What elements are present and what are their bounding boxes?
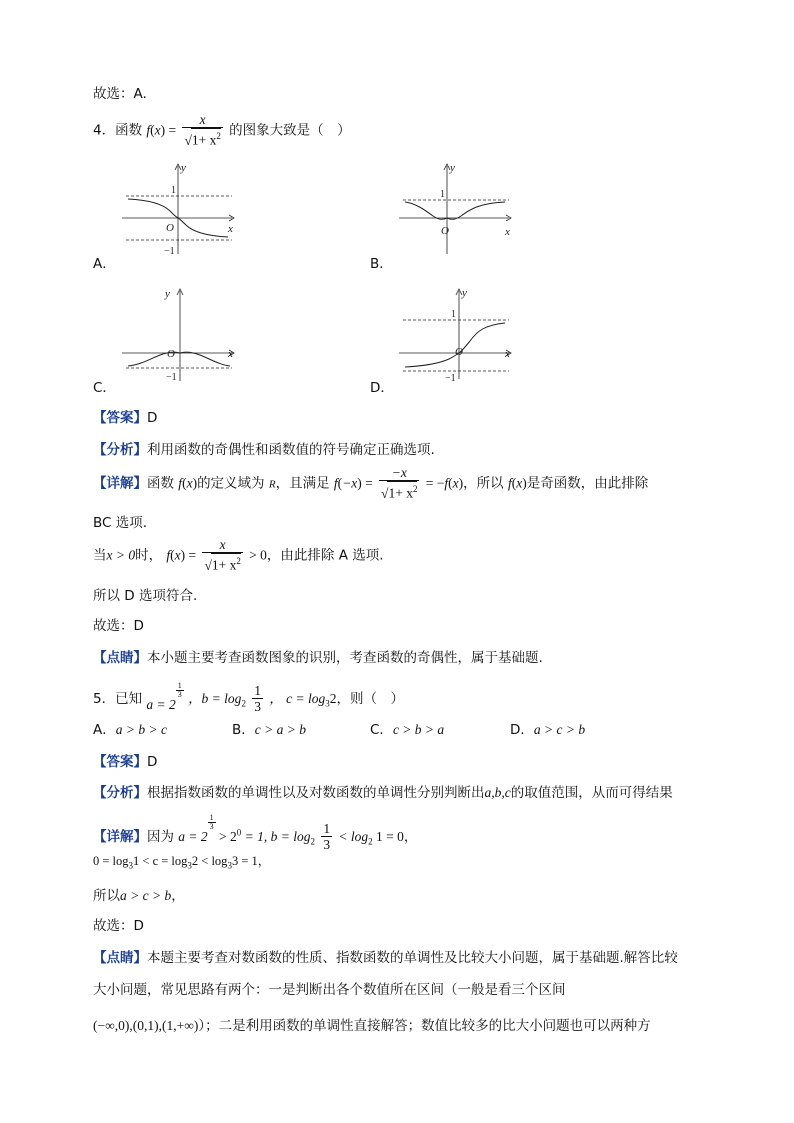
- q4-answer: 【答案】D: [93, 410, 158, 426]
- graph-b-one: 1: [440, 189, 445, 200]
- q5-choice-b: B．c > a > b: [232, 722, 306, 738]
- q5-detail-line3: 所以a > c > b，: [93, 888, 185, 904]
- graph-c-neg-one: −1: [166, 372, 177, 383]
- previous-answer: 故选：A.: [93, 86, 147, 102]
- q5-choice-a: A．a > b > c: [93, 722, 167, 738]
- graph-a: [118, 160, 248, 260]
- option-c-label: C．: [93, 380, 116, 396]
- graph-d-one: 1: [451, 309, 456, 320]
- graph-d-origin: O: [455, 346, 463, 358]
- q5-comment-line1: 【点睛】本题主要考查对数函数的性质、指数函数的单调性及比较大小问题，属于基础题.解答比较: [93, 950, 678, 966]
- q4-detail-line3: 当x > 0时， f(x) = $\frac{x}{√1+ x^2}$ > 0，由此排除 A 选项.: [93, 537, 384, 573]
- q4-comment: 【点睛】本小题主要考查函数图象的识别，考查函数的奇偶性，属于基础题.: [93, 650, 543, 666]
- q4-final: 故选：D: [93, 618, 144, 634]
- q5-answer: 【答案】D: [93, 754, 158, 770]
- graph-c-y-label: y: [165, 288, 170, 300]
- graph-b: [395, 160, 525, 260]
- q5-comment-line2: 大小问题，常见思路有两个：一是判断出各个数值所在区间（一般是看三个区间: [93, 982, 566, 998]
- q5-detail-line1: 【详解】因为 a = 2 $^{\frac{1}{3}}$ > $2^0 = 1$, $b = \log_2$ $\frac{1}{3}$ < $\log_2 1 = 0$，: [93, 813, 418, 852]
- graph-d-y-label: y: [462, 287, 467, 299]
- q5-final: 故选：D: [93, 918, 144, 934]
- option-d-label: D．: [370, 380, 394, 396]
- graph-d-x-label: x: [505, 348, 510, 360]
- graph-a-y-label: y: [181, 162, 186, 174]
- q4-stem: [93, 113, 351, 148]
- graph-c: [118, 285, 248, 385]
- q4-detail-line2: BC 选项.: [93, 515, 148, 531]
- q4-detail-line1: 【详解】函数 f(x)的定义域为 R，且满足 f(−x) = $\frac{-x}{√1+ x^2}$ = −f(x)，所以 f(x)是奇函数，由此排除: [93, 465, 649, 501]
- q5-analysis: 【分析】根据指数函数的单调性以及对数函数的单调性分别判断出a,b,c的取值范围，从而可得结果: [93, 785, 673, 801]
- q4-fraction: $\frac{x}{√1+ x^2}$: [184, 112, 221, 148]
- graph-c-x-label: x: [228, 348, 233, 360]
- graph-a-neg-one: −1: [164, 246, 175, 257]
- graph-a-origin: O: [166, 222, 174, 234]
- q4-number: 4．: [93, 122, 116, 139]
- graph-d-neg-one: −1: [445, 373, 456, 384]
- option-a-label: A．: [93, 256, 116, 272]
- graph-a-one: 1: [171, 185, 176, 196]
- graph-a-x-label: x: [228, 223, 233, 235]
- graph-d: [395, 285, 525, 385]
- graph-c-origin: O: [167, 348, 175, 360]
- q4-prefix: 函数: [115, 122, 143, 139]
- graph-b-y-label: y: [450, 162, 455, 174]
- q4-detail-line4: 所以 D 选项符合.: [93, 588, 198, 604]
- q5-choice-d: D．a > c > b: [510, 722, 586, 738]
- q4-analysis: 【分析】利用函数的奇偶性和函数值的符号确定正确选项.: [93, 442, 435, 458]
- q5-comment-line3: (−∞,0),(0,1),(1,+∞)）；二是利用函数的单调性直接解答；数值比较多的比大小问题也可以两种方: [93, 1018, 651, 1034]
- q5-choice-c: C．c > b > a: [370, 722, 445, 738]
- option-b-label: B．: [370, 256, 393, 272]
- graph-b-x-label: x: [505, 226, 510, 238]
- q4-suffix: 的图象大致是（ ）: [229, 122, 351, 139]
- graph-b-origin: O: [441, 225, 449, 237]
- q5-stem: 5．已知 a = 2 $^{\frac{1}{3}}$ ，$b = \log_2$ $\frac{1}{3}$ ， $c = \log_32$，则（ ）: [93, 681, 405, 714]
- q4-func: f(x) =: [146, 122, 177, 138]
- q5-detail-line2: $0 = \log_31 < c = \log_32 < \log_33 = 1$，: [93, 853, 271, 871]
